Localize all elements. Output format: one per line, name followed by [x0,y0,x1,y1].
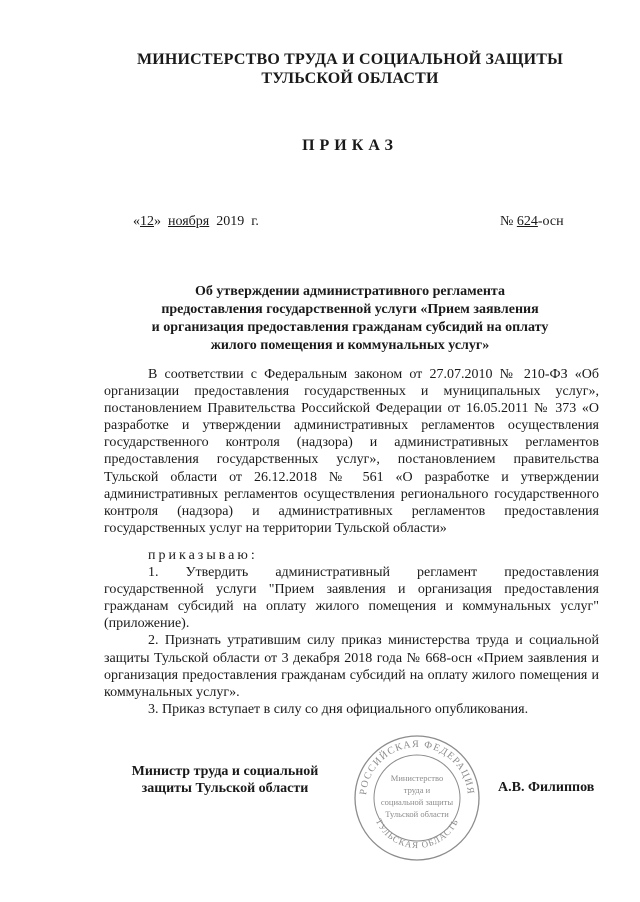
signatory-position [110,763,340,797]
date-day: 12 [140,214,154,229]
seal-inner-line: Тульской области [385,809,449,819]
subject-line: жилого помещения и коммунальных услуг» [210,338,490,353]
order-subject [100,283,600,355]
position-line1: Министр труда и социальной [131,764,319,779]
ministry-header [60,50,640,88]
order-item-1: 1. Утвердить административный регламент предоставления государственной услуги "Прием заявления и организация предоставления гражданам субсидий на оплату жилого помещения и коммунальных услуг" (приложение). [104,565,599,632]
date-year: 2019 [216,214,245,229]
order-word: приказываю: [148,547,258,563]
signatory-name: А.В. Филиппов [498,780,595,795]
official-seal [352,733,482,863]
number-suffix: -осн [537,214,564,229]
position-line2: защиты Тульской области [141,781,309,796]
order-number [500,214,564,230]
preamble-paragraph: В соответствии с Федеральным законом от 27.07.2010 № 210-ФЗ «Об организации предоставления государственных и муниципальных услуг», постановлением Правительства Российской Федерации от 16.05.2011 № 373 «О разработке и утверждении административных регламентов осуществления государственного контроля (надзора) и административных регламентов предоставления государственных услуг», постановлением правительства Тульской области от 26.12.2018 № 561 «О разработке и утверждении административных регламентов осуществления регионального государственного контроля (надзора) и административных регламентов предоставления государственных услуг на территории Тульской области» [104,367,599,536]
date-month: ноября [168,214,210,229]
number-prefix: № [500,214,514,229]
date-suffix: г. [251,214,259,229]
order-date [133,214,259,230]
date-close-quote: » [154,214,161,229]
subject-line: предоставления государственной услуги «Прием заявления [161,302,539,317]
seal-bottom-text: ТУЛЬСКАЯ ОБЛАСТЬ [373,816,461,851]
number-value: 624 [516,214,538,229]
seal-inner-line: социальной защиты [380,797,454,807]
document-title: ПРИКАЗ [302,137,398,154]
seal-inner-line: труда и [403,785,431,795]
order-body [104,366,599,718]
order-item-3: 3. Приказ вступает в силу со дня официального опубликования. [148,701,529,717]
seal-outer-text: РОССИЙСКАЯ ФЕДЕРАЦИЯ [358,738,477,796]
ministry-header-line2: ТУЛЬСКОЙ ОБЛАСТИ [261,70,439,87]
subject-line: и организация предоставления гражданам субсидий на оплату [151,320,549,335]
order-item-2: 2. Признать утратившим силу приказ министерства труда и социальной защиты Тульской области от 3 декабря 2018 года № 668-осн «Прием заявления и организация предоставления гражданам субсидий на оплату жилого помещения и коммунальных услуг». [104,633,599,700]
seal-inner-line: Министерство [390,773,444,783]
date-open-quote: « [133,214,140,229]
subject-line: Об утверждении административного регламента [195,284,505,299]
ministry-header-line1: МИНИСТЕРСТВО ТРУДА И СОЦИАЛЬНОЙ ЗАЩИТЫ [136,51,564,68]
